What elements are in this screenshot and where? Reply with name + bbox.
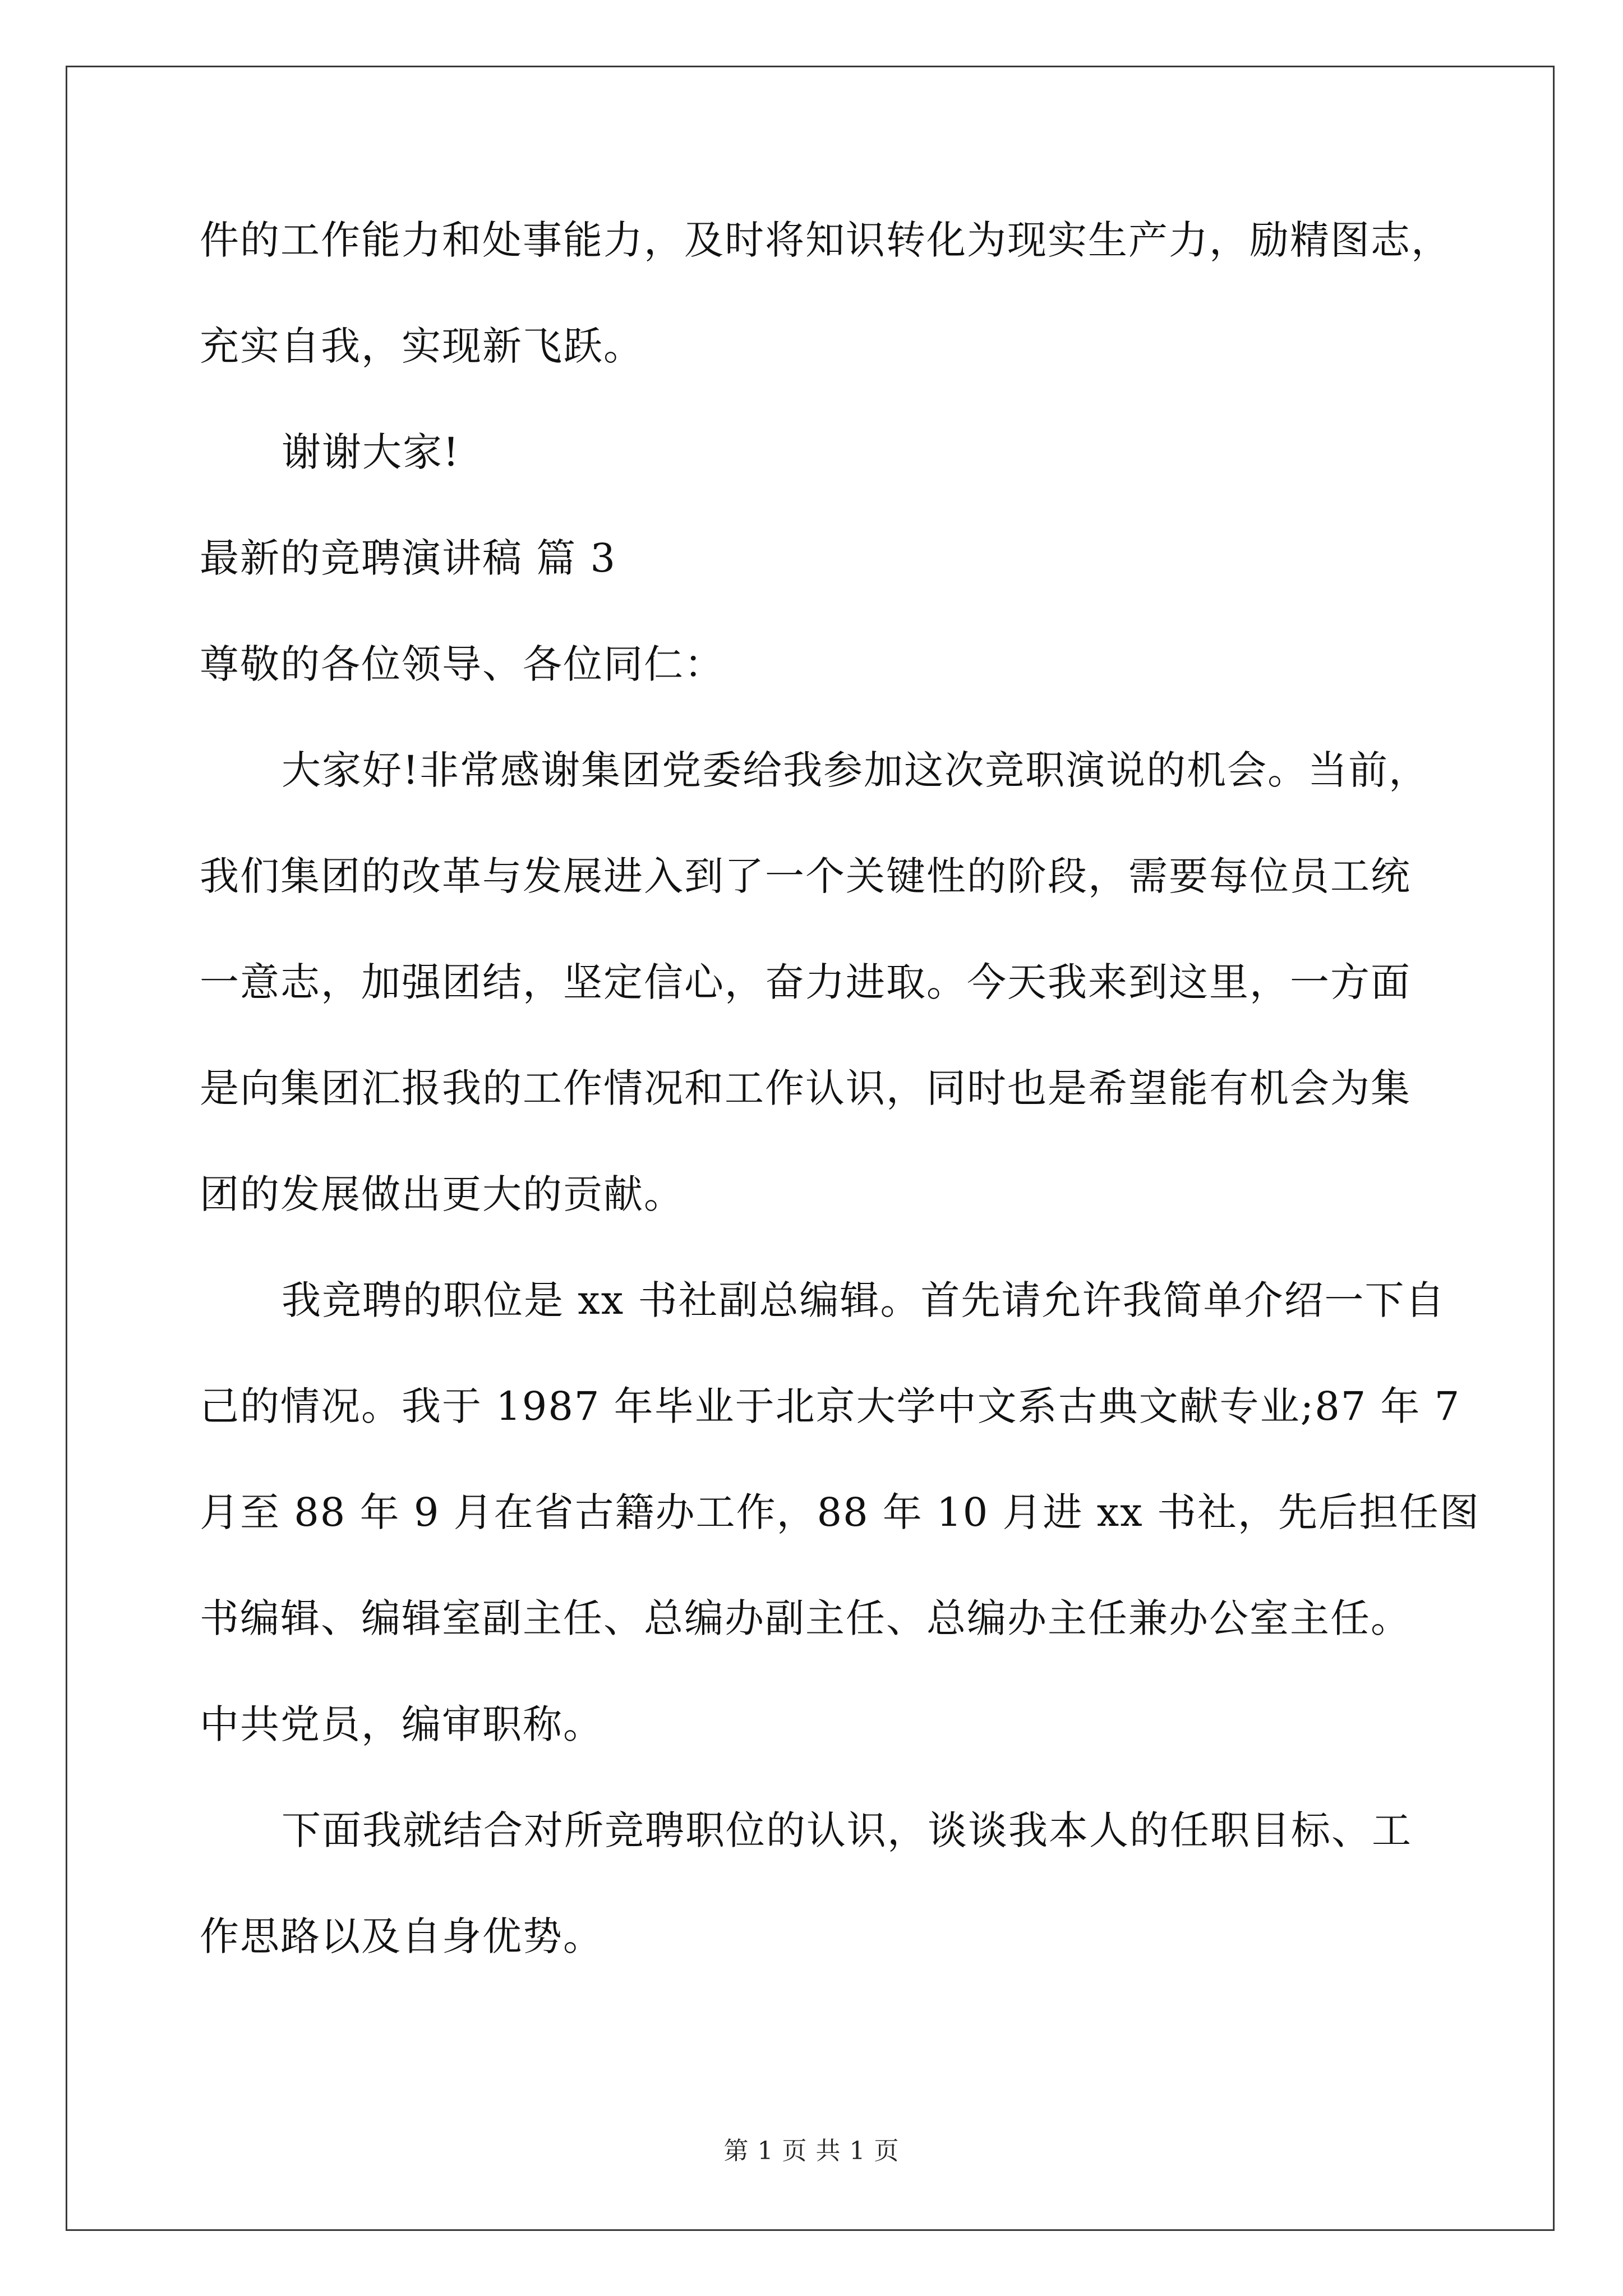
text-line: 件的工作能力和处事能力，及时将知识转化为现实生产力，励精图志， <box>200 217 1451 263</box>
text-line: 书编辑、编辑室副主任、总编办副主任、总编办主任兼办公室主任。 <box>200 1595 1411 1641</box>
text-line: 充实自我，实现新飞跃。 <box>200 323 644 369</box>
text-line: 下面我就结合对所竞聘职位的认识，谈谈我本人的任职目标、工 <box>282 1807 1412 1853</box>
text-line: 作思路以及自身优势。 <box>200 1913 603 1959</box>
text-line: 月至 88 年 9 月在省古籍办工作，88 年 10 月进 xx 书社，先后担任图 <box>200 1489 1480 1535</box>
text-line: 谢谢大家! <box>282 429 460 475</box>
section-heading: 最新的竞聘演讲稿 篇 3 <box>200 535 617 581</box>
text-line: 团的发展做出更大的贡献。 <box>200 1171 684 1217</box>
text-line: 大家好!非常感谢集团党委给我参加这次竞职演说的机会。当前， <box>282 747 1430 793</box>
document-body <box>200 213 1480 1963</box>
text-line: 我竞聘的职位是 xx 书社副总编辑。首先请允许我简单介绍一下自 <box>282 1277 1446 1323</box>
text-line: 己的情况。我于 1987 年毕业于北京大学中文系古典文献专业;87 年 7 <box>200 1383 1461 1429</box>
text-line: 是向集团汇报我的工作情况和工作认识，同时也是希望能有机会为集 <box>200 1065 1411 1111</box>
text-line: 我们集团的改革与发展进入到了一个关键性的阶段，需要每位员工统 <box>200 853 1411 899</box>
page-footer: 第 1 页 共 1 页 <box>723 2137 900 2165</box>
salutation: 尊敬的各位领导、各位同仁： <box>200 641 725 687</box>
text-line: 一意志，加强团结，坚定信心，奋力进取。今天我来到这里，一方面 <box>200 959 1411 1005</box>
text-line: 中共党员，编审职称。 <box>200 1701 603 1747</box>
